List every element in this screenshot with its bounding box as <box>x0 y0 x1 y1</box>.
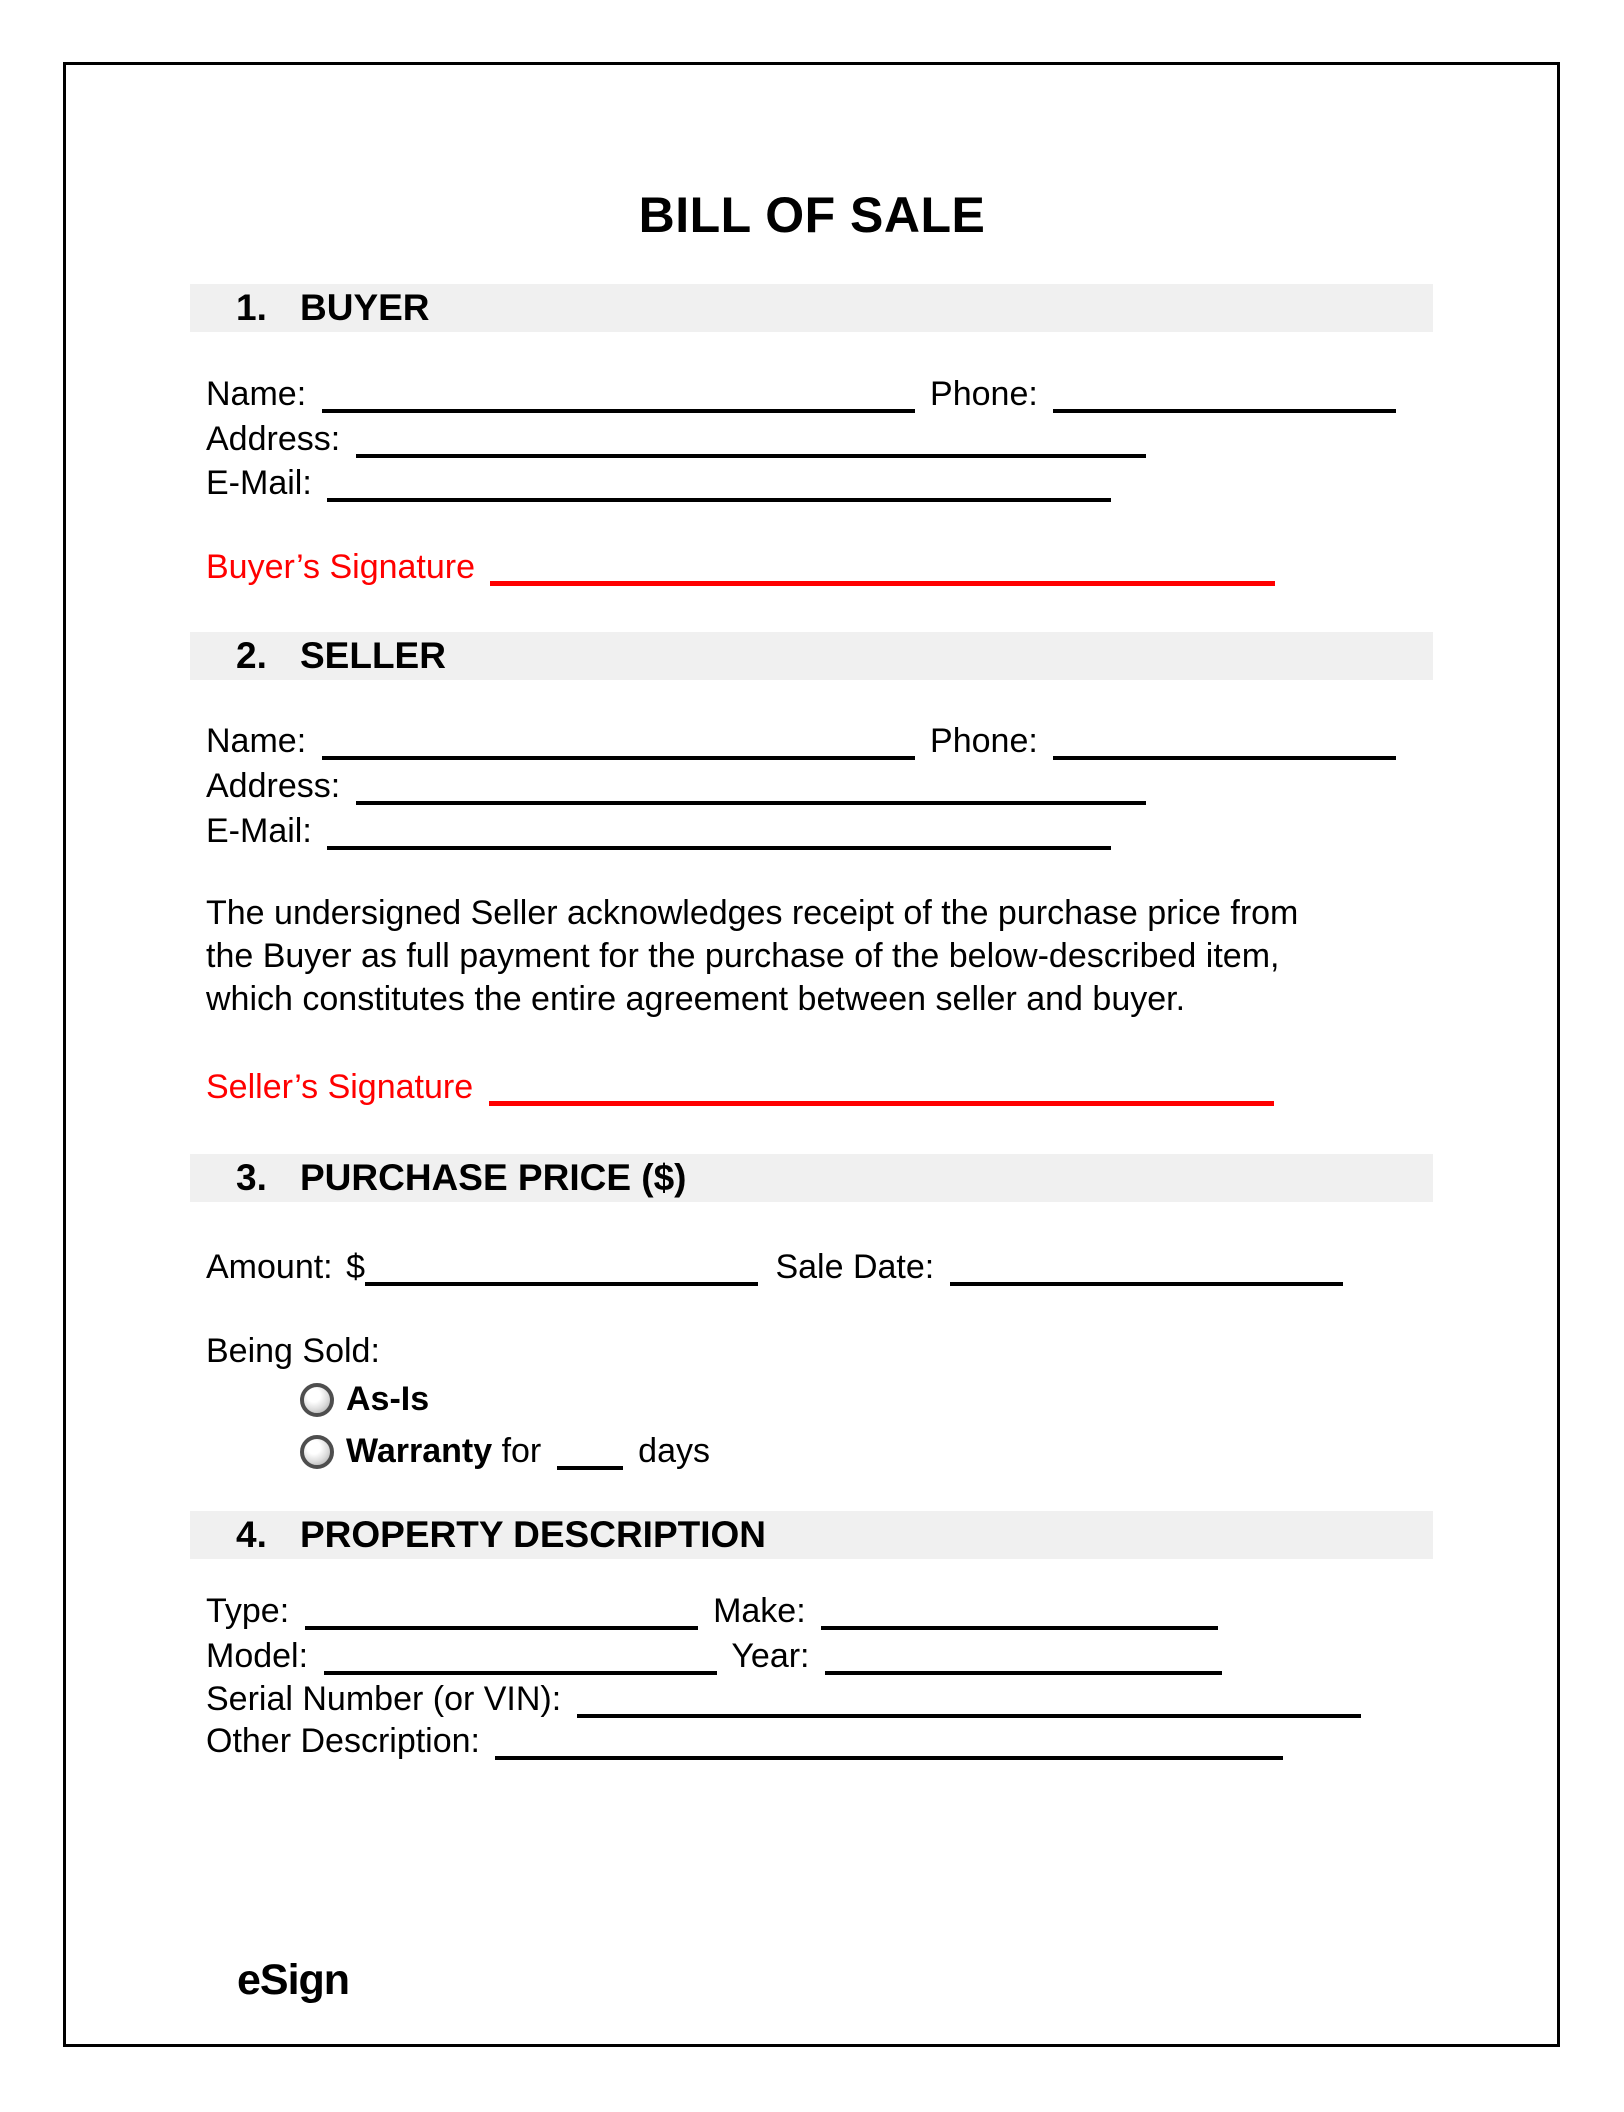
make-input[interactable] <box>821 1626 1218 1630</box>
sale-date-input[interactable] <box>950 1282 1343 1286</box>
section-header-buyer <box>190 284 1433 332</box>
seller-address-row <box>206 767 1152 805</box>
seller-name-row <box>206 722 1402 760</box>
warranty-label: Warranty <box>346 1432 493 1470</box>
buyer-email-label: E-Mail: <box>206 464 312 502</box>
seller-signature-input[interactable] <box>489 1101 1274 1106</box>
section-title-property: PROPERTY DESCRIPTION <box>300 1514 767 1555</box>
other-description-input[interactable] <box>495 1756 1283 1760</box>
buyer-address-label: Address: <box>206 420 341 458</box>
other-description-row <box>206 1722 1289 1760</box>
being-sold-label-row <box>206 1332 380 1370</box>
section-header-seller <box>190 632 1433 680</box>
buyer-phone-label: Phone: <box>930 375 1038 413</box>
model-input[interactable] <box>324 1671 717 1675</box>
seller-acknowledgment-line: The undersigned Seller acknowledges receipt of the purchase price from <box>206 894 1299 932</box>
seller-acknowledgment <box>206 892 1298 1021</box>
warranty-days-input[interactable] <box>557 1466 623 1470</box>
seller-acknowledgment-line: which constitutes the entire agreement between seller and buyer. <box>206 980 1186 1018</box>
buyer-name-label: Name: <box>206 375 307 413</box>
being-sold-label: Being Sold: <box>206 1332 380 1370</box>
section-number-buyer: 1. <box>236 287 267 328</box>
section-header-property <box>190 1511 1433 1559</box>
seller-phone-input[interactable] <box>1053 756 1396 760</box>
buyer-email-row <box>206 464 1117 502</box>
buyer-signature-label: Buyer’s Signature <box>206 548 476 586</box>
as-is-label: As-Is <box>346 1380 430 1418</box>
buyer-signature-row <box>206 548 1281 586</box>
seller-address-label: Address: <box>206 767 341 805</box>
warranty-option-row <box>300 1432 710 1470</box>
year-input[interactable] <box>825 1671 1222 1675</box>
other-description-label: Other Description: <box>206 1722 480 1760</box>
section-number-price: 3. <box>236 1157 267 1198</box>
dollar-sign: $ <box>346 1248 365 1286</box>
section-header-price <box>190 1154 1433 1202</box>
buyer-name-input[interactable] <box>322 409 915 413</box>
serial-row <box>206 1680 1367 1718</box>
as-is-radio[interactable] <box>300 1383 334 1417</box>
page-title: BILL OF SALE <box>638 187 986 243</box>
esign-logo: eSign <box>237 1956 350 2004</box>
section-number-property: 4. <box>236 1514 267 1555</box>
serial-input[interactable] <box>577 1714 1361 1718</box>
seller-address-input[interactable] <box>356 801 1146 805</box>
type-input[interactable] <box>305 1626 698 1630</box>
serial-label: Serial Number (or VIN): <box>206 1680 562 1718</box>
seller-name-label: Name: <box>206 722 307 760</box>
buyer-name-row <box>206 375 1402 413</box>
warranty-for-label: for <box>501 1432 542 1470</box>
seller-email-row <box>206 812 1117 850</box>
make-label: Make: <box>713 1592 806 1630</box>
section-title-buyer: BUYER <box>300 287 430 328</box>
warranty-radio[interactable] <box>300 1435 334 1469</box>
amount-input[interactable] <box>365 1282 758 1286</box>
buyer-address-row <box>206 420 1152 458</box>
section-number-seller: 2. <box>236 635 267 676</box>
seller-email-input[interactable] <box>327 846 1111 850</box>
buyer-address-input[interactable] <box>356 454 1146 458</box>
type-make-row <box>206 1592 1224 1630</box>
seller-phone-label: Phone: <box>930 722 1038 760</box>
amount-label: Amount: <box>206 1248 333 1286</box>
section-title-seller: SELLER <box>300 635 446 676</box>
year-label: Year: <box>731 1637 810 1675</box>
seller-email-label: E-Mail: <box>206 812 312 850</box>
buyer-email-input[interactable] <box>327 498 1111 502</box>
seller-name-input[interactable] <box>322 756 915 760</box>
model-year-row <box>206 1637 1228 1675</box>
model-label: Model: <box>206 1637 309 1675</box>
seller-signature-label: Seller’s Signature <box>206 1068 474 1106</box>
amount-row <box>206 1248 1349 1286</box>
warranty-days-label: days <box>638 1432 710 1470</box>
buyer-signature-input[interactable] <box>490 581 1275 586</box>
section-title-price: PURCHASE PRICE ($) <box>300 1157 687 1198</box>
seller-acknowledgment-line: the Buyer as full payment for the purchase of the below-described item, <box>206 937 1280 975</box>
as-is-option-row <box>300 1380 429 1418</box>
type-label: Type: <box>206 1592 290 1630</box>
sale-date-label: Sale Date: <box>775 1248 935 1286</box>
buyer-phone-input[interactable] <box>1053 409 1396 413</box>
seller-signature-row <box>206 1068 1280 1106</box>
